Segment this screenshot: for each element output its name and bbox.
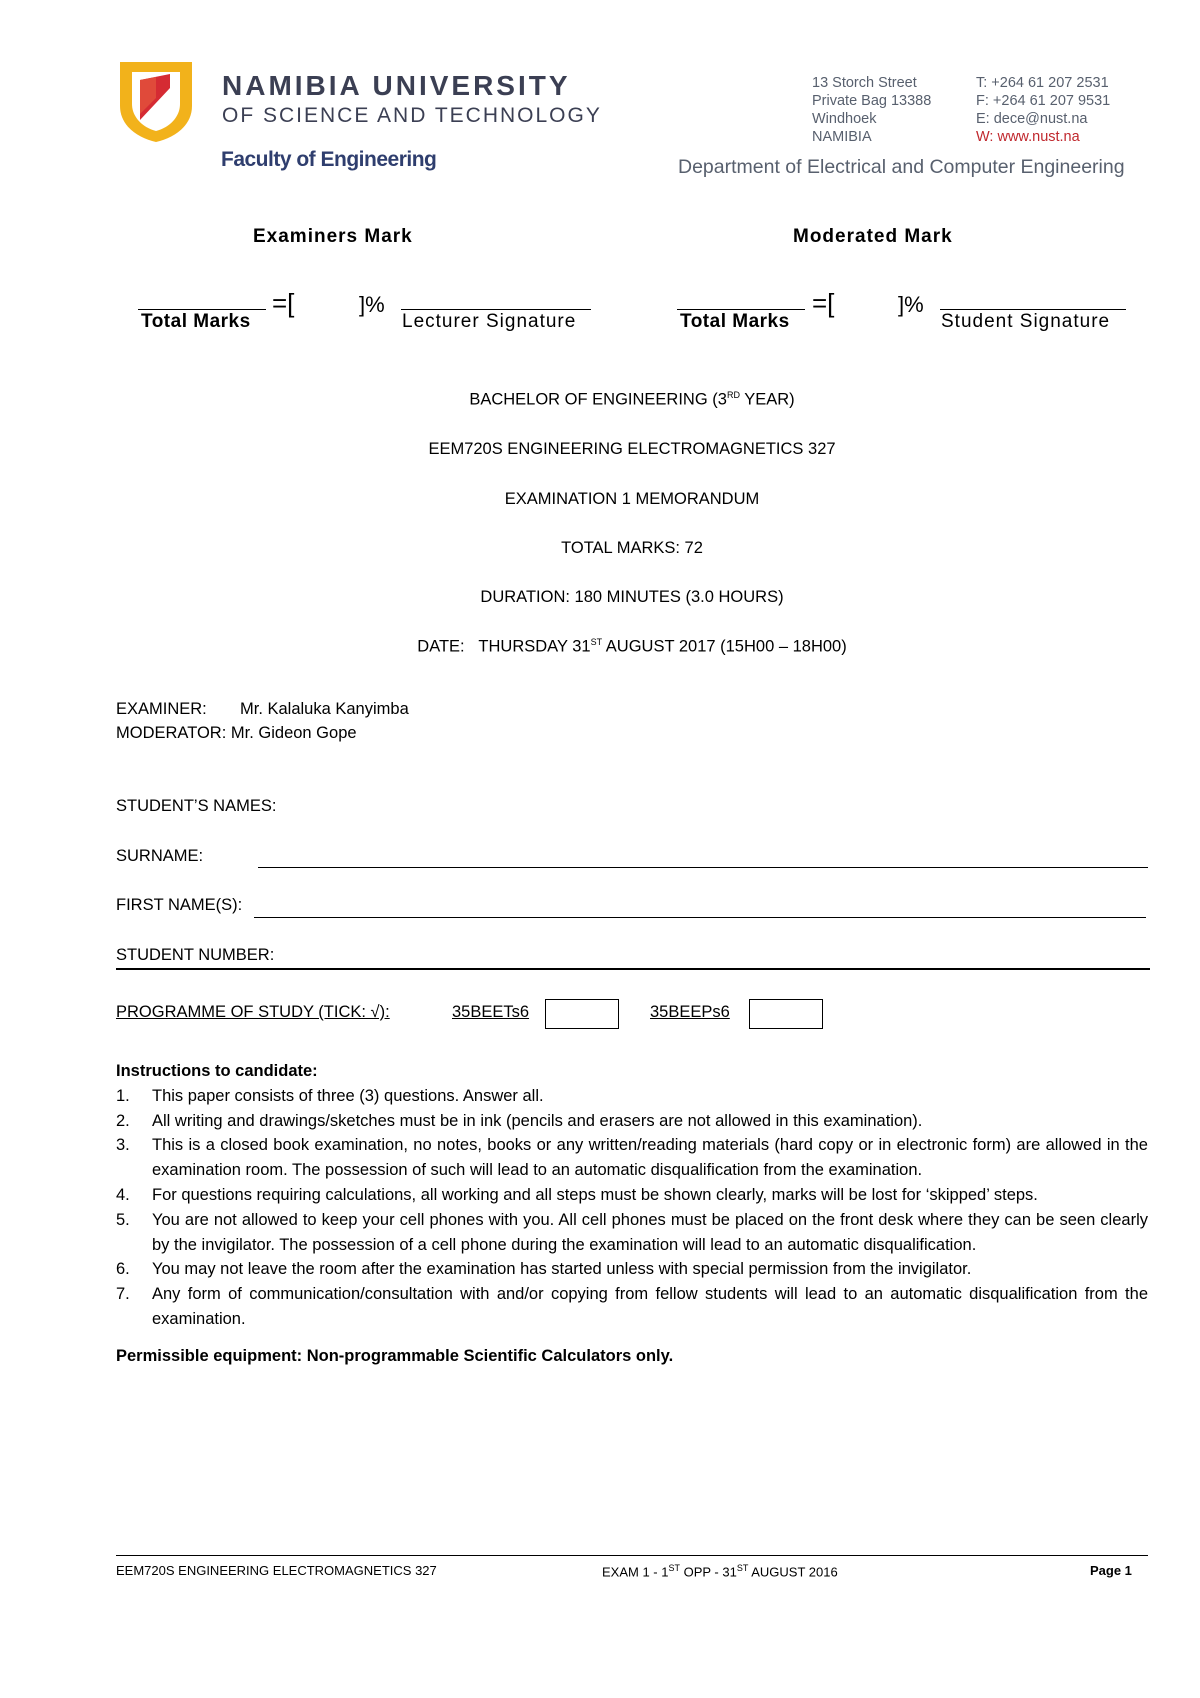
programme-beep-tickbox[interactable] — [749, 999, 823, 1029]
address-line: Private Bag 13388 — [812, 93, 932, 109]
examiner-total-line — [138, 309, 266, 310]
examiner-percent: ]% — [359, 292, 385, 317]
footer-exam-info: EXAM 1 - 1ST OPP - 31ST AUGUST 2016 — [602, 1563, 838, 1580]
programme-beet-tickbox[interactable] — [545, 999, 619, 1029]
student-number-label: STUDENT NUMBER: — [116, 946, 275, 964]
address-line: Windhoek — [812, 111, 877, 127]
email-address: E: dece@nust.na — [976, 111, 1088, 127]
fax-number: F: +264 61 207 9531 — [976, 93, 1111, 109]
surname-field-line[interactable] — [258, 867, 1148, 868]
degree-line: BACHELOR OF ENGINEERING (3RD YEAR) — [469, 390, 795, 409]
moderator-open-bracket: =[ — [812, 288, 835, 318]
examiner-name: Mr. Kalaluka Kanyimba — [240, 700, 409, 718]
first-name-field-line[interactable] — [254, 917, 1146, 918]
list-item: 1. This paper consists of three (3) questions. Answer all. — [116, 1086, 544, 1105]
list-item: 6. You may not leave the room after the examination has started unless with special permission from the invigilator. — [116, 1260, 972, 1279]
page-number: Page 1 — [1090, 1563, 1132, 1578]
moderator-total-marks-label: Total Marks — [680, 311, 790, 332]
list-item: 3. This is a closed book examination, no notes, books or any written/reading materials (hard copy or in electronic form) are allowed in the examination room. The possession of such will lead to an automatic disqualification from the examination. — [116, 1136, 1148, 1180]
university-name-line1: NAMIBIA UNIVERSITY — [222, 70, 571, 101]
student-names-label: STUDENT’S NAMES: — [116, 797, 277, 815]
exam-date: DATE: THURSDAY 31ST AUGUST 2017 (15H00 – 18H00) — [417, 637, 847, 656]
first-name-label: FIRST NAME(S): — [116, 896, 243, 914]
examiner-open-bracket: =[ — [272, 288, 295, 318]
surname-label: SURNAME: — [116, 847, 204, 865]
instructions-block — [116, 1059, 1148, 1369]
list-item: 2. All writing and drawings/sketches must be in ink (pencils and erasers are not allowed in this examination). — [116, 1111, 923, 1130]
lecturer-signature-line — [401, 309, 591, 310]
programme-option-beep: 35BEEPs6 — [650, 1003, 730, 1021]
instructions-list — [116, 1084, 1148, 1332]
list-item: 5. You are not allowed to keep your cell phones with you. All cell phones must be placed on the front desk where they can be seen clearly by the invigilator. The possession of a cell phone during the examination will lead to an automatic disqualification. — [116, 1210, 1148, 1254]
phone-number: T: +264 61 207 2531 — [976, 75, 1109, 91]
moderator-total-line — [677, 309, 805, 310]
list-item: 7. Any form of communication/consultation with and/or copying from fellow students will lead to an automatic disqualification from the examination. — [116, 1285, 1148, 1328]
total-marks: TOTAL MARKS: 72 — [561, 539, 703, 557]
footer-course: EEM720S ENGINEERING ELECTROMAGNETICS 327 — [116, 1563, 437, 1578]
university-name-line2: OF SCIENCE AND TECHNOLOGY — [222, 104, 602, 127]
faculty-name: Faculty of Engineering — [221, 148, 437, 171]
programme-option-beet: 35BEETs6 — [452, 1003, 530, 1021]
permissible-equipment: Permissible equipment: Non-programmable Scientific Calculators only. — [116, 1346, 674, 1365]
footer-divider — [116, 1555, 1148, 1556]
moderated-mark-title: Moderated Mark — [793, 226, 953, 247]
examiners-mark-title: Examiners Mark — [253, 226, 413, 247]
moderator-line: MODERATOR: Mr. Gideon Gope — [116, 724, 357, 742]
address-line: 13 Storch Street — [812, 75, 917, 91]
instructions-title: Instructions to candidate: — [116, 1062, 318, 1080]
course-title: EEM720S ENGINEERING ELECTROMAGNETICS 327 — [428, 440, 836, 458]
lecturer-signature-label: Lecturer Signature — [402, 311, 577, 332]
nust-logo-shield-icon — [116, 58, 196, 144]
contact-block — [976, 74, 1110, 146]
website: W: www.nust.na — [976, 129, 1080, 145]
moderator-percent: ]% — [898, 292, 924, 317]
student-signature-line — [940, 309, 1126, 310]
duration: DURATION: 180 MINUTES (3.0 HOURS) — [480, 588, 784, 606]
programme-label: PROGRAMME OF STUDY (TICK: √): — [116, 1003, 390, 1021]
examiner-label: EXAMINER: — [116, 700, 207, 718]
department-name: Department of Electrical and Computer Engineering — [678, 156, 1125, 178]
student-signature-label: Student Signature — [941, 311, 1111, 332]
exam-title: EXAMINATION 1 MEMORANDUM — [504, 490, 760, 508]
address-block — [812, 74, 931, 146]
address-line: NAMIBIA — [812, 129, 872, 145]
examiner-total-marks-label: Total Marks — [141, 311, 251, 332]
list-item: 4. For questions requiring calculations, all working and all steps must be shown clearly, marks will be lost for ‘skipped’ steps. — [116, 1185, 1038, 1204]
student-number-field-line[interactable] — [116, 968, 1150, 970]
